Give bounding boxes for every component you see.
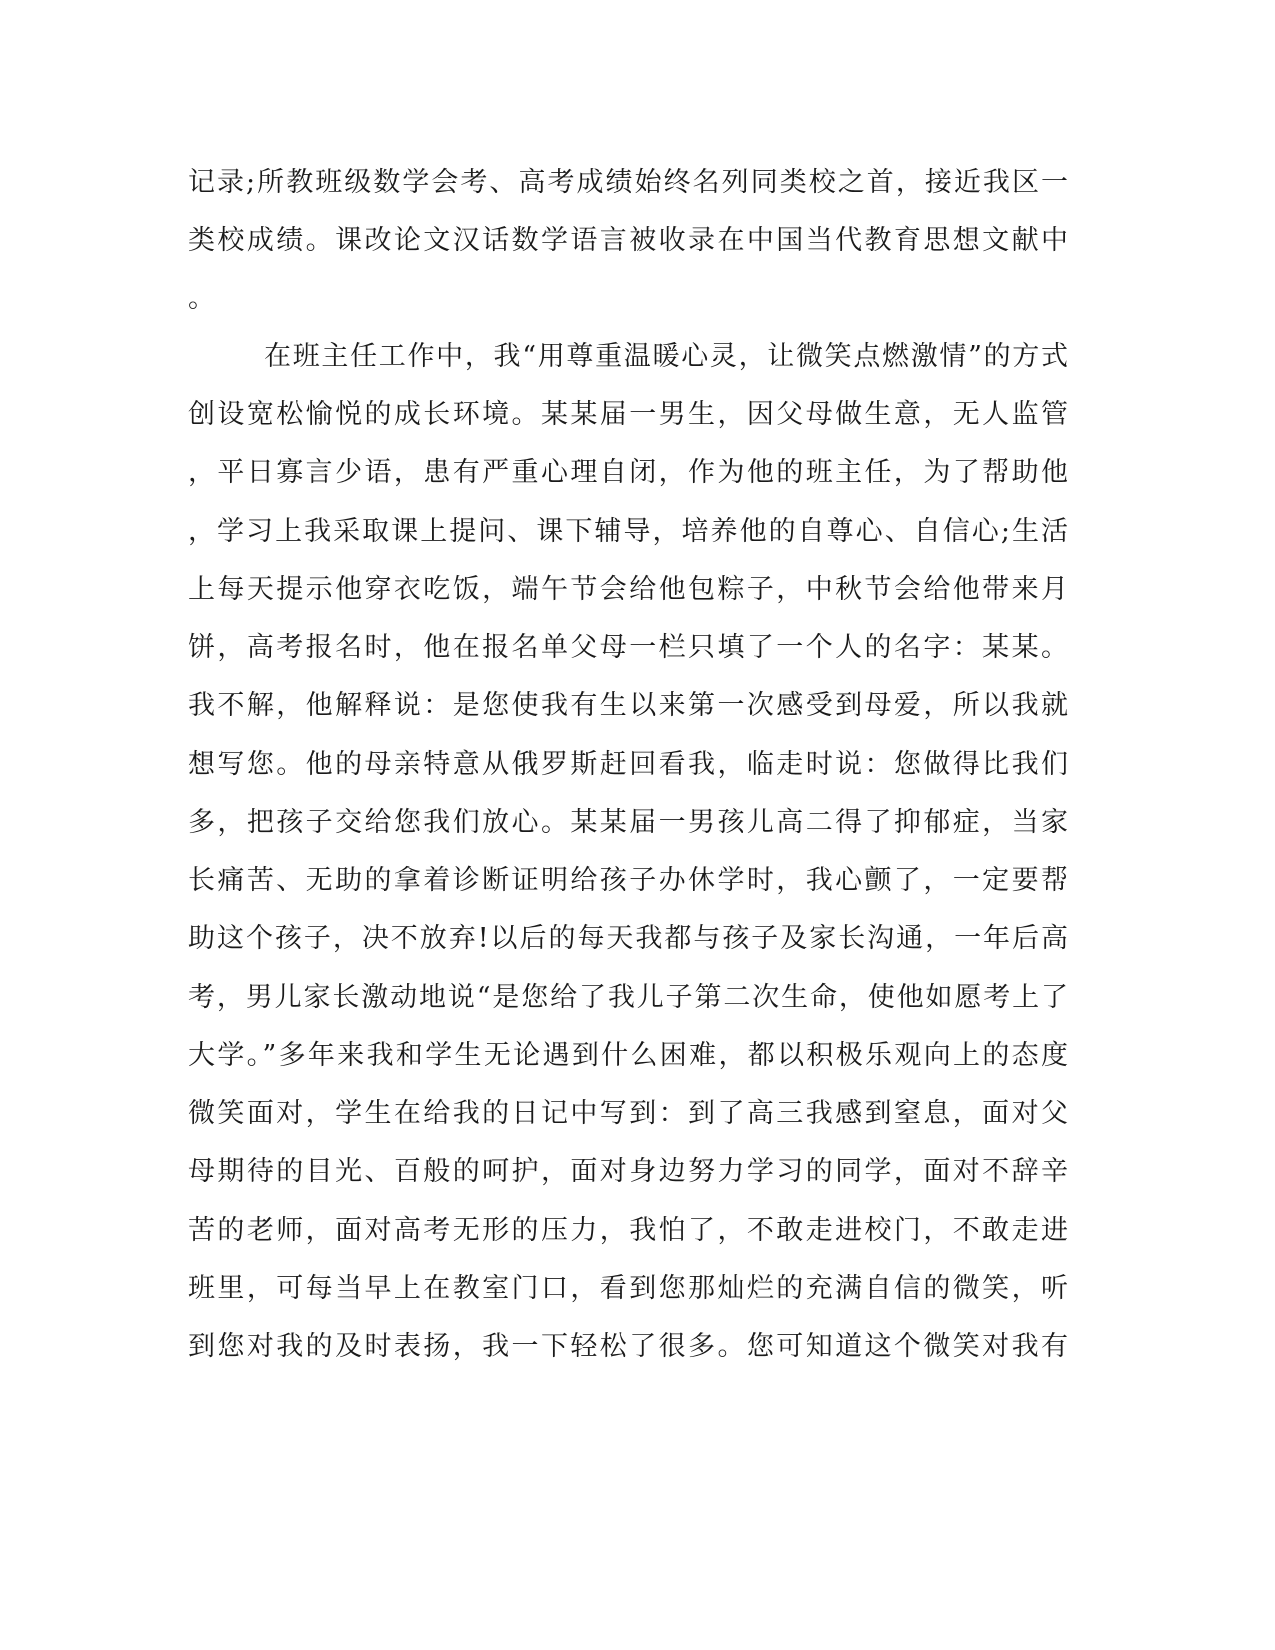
text-line: 长痛苦、无助的拿着诊断证明给孩子办休学时，我心颤了，一定要帮 xyxy=(188,865,1068,896)
text-line: 我不解，他解释说：是您使我有生以来第一次感受到母爱，所以我就 xyxy=(188,690,1068,721)
text-line: 助这个孩子，决不放弃!以后的每天我都与孩子及家长沟通，一年后高 xyxy=(188,923,1068,954)
text-line: 多，把孩子交给您我们放心。某某届一男孩儿高二得了抑郁症，当家 xyxy=(188,807,1068,838)
text-line: 到您对我的及时表扬，我一下轻松了很多。您可知道这个微笑对我有 xyxy=(188,1331,1068,1362)
text-line: ，平日寡言少语，患有严重心理自闭，作为他的班主任，为了帮助他 xyxy=(188,457,1068,488)
text-line: 。 xyxy=(188,283,215,314)
text-line: 上每天提示他穿衣吃饭，端午节会给他包粽子，中秋节会给他带来月 xyxy=(188,574,1068,605)
text-line: ，学习上我采取课上提问、课下辅导，培养他的自尊心、自信心;生活 xyxy=(188,516,1068,547)
text-line: 班里，可每当早上在教室门口，看到您那灿烂的充满自信的微笑，听 xyxy=(188,1273,1068,1304)
text-line: 想写您。他的母亲特意从俄罗斯赶回看我，临走时说：您做得比我们 xyxy=(188,749,1068,780)
text-line: 类校成绩。课改论文汉话数学语言被收录在中国当代教育思想文献中 xyxy=(188,225,1068,256)
text-line: 苦的老师，面对高考无形的压力，我怕了，不敢走进校门，不敢走进 xyxy=(188,1215,1068,1246)
text-line: 大学。”多年来我和学生无论遇到什么困难，都以积极乐观向上的态度 xyxy=(188,1040,1068,1071)
text-line: 考，男儿家长激动地说“是您给了我儿子第二次生命，使他如愿考上了 xyxy=(188,982,1068,1013)
text-line: 饼，高考报名时，他在报名单父母一栏只填了一个人的名字：某某。 xyxy=(188,632,1068,663)
text-line: 微笑面对，学生在给我的日记中写到：到了高三我感到窒息，面对父 xyxy=(188,1098,1068,1129)
text-line: 母期待的目光、百般的呵护，面对身边努力学习的同学，面对不辞辛 xyxy=(188,1156,1068,1187)
text-line: 记录;所教班级数学会考、高考成绩始终名列同类校之首，接近我区一 xyxy=(188,167,1068,198)
paragraph-first-line: 在班主任工作中，我“用尊重温暖心灵，让微笑点燃激情”的方式 xyxy=(264,341,1068,372)
text-line: 创设宽松愉悦的成长环境。某某届一男生，因父母做生意，无人监管 xyxy=(188,399,1068,430)
